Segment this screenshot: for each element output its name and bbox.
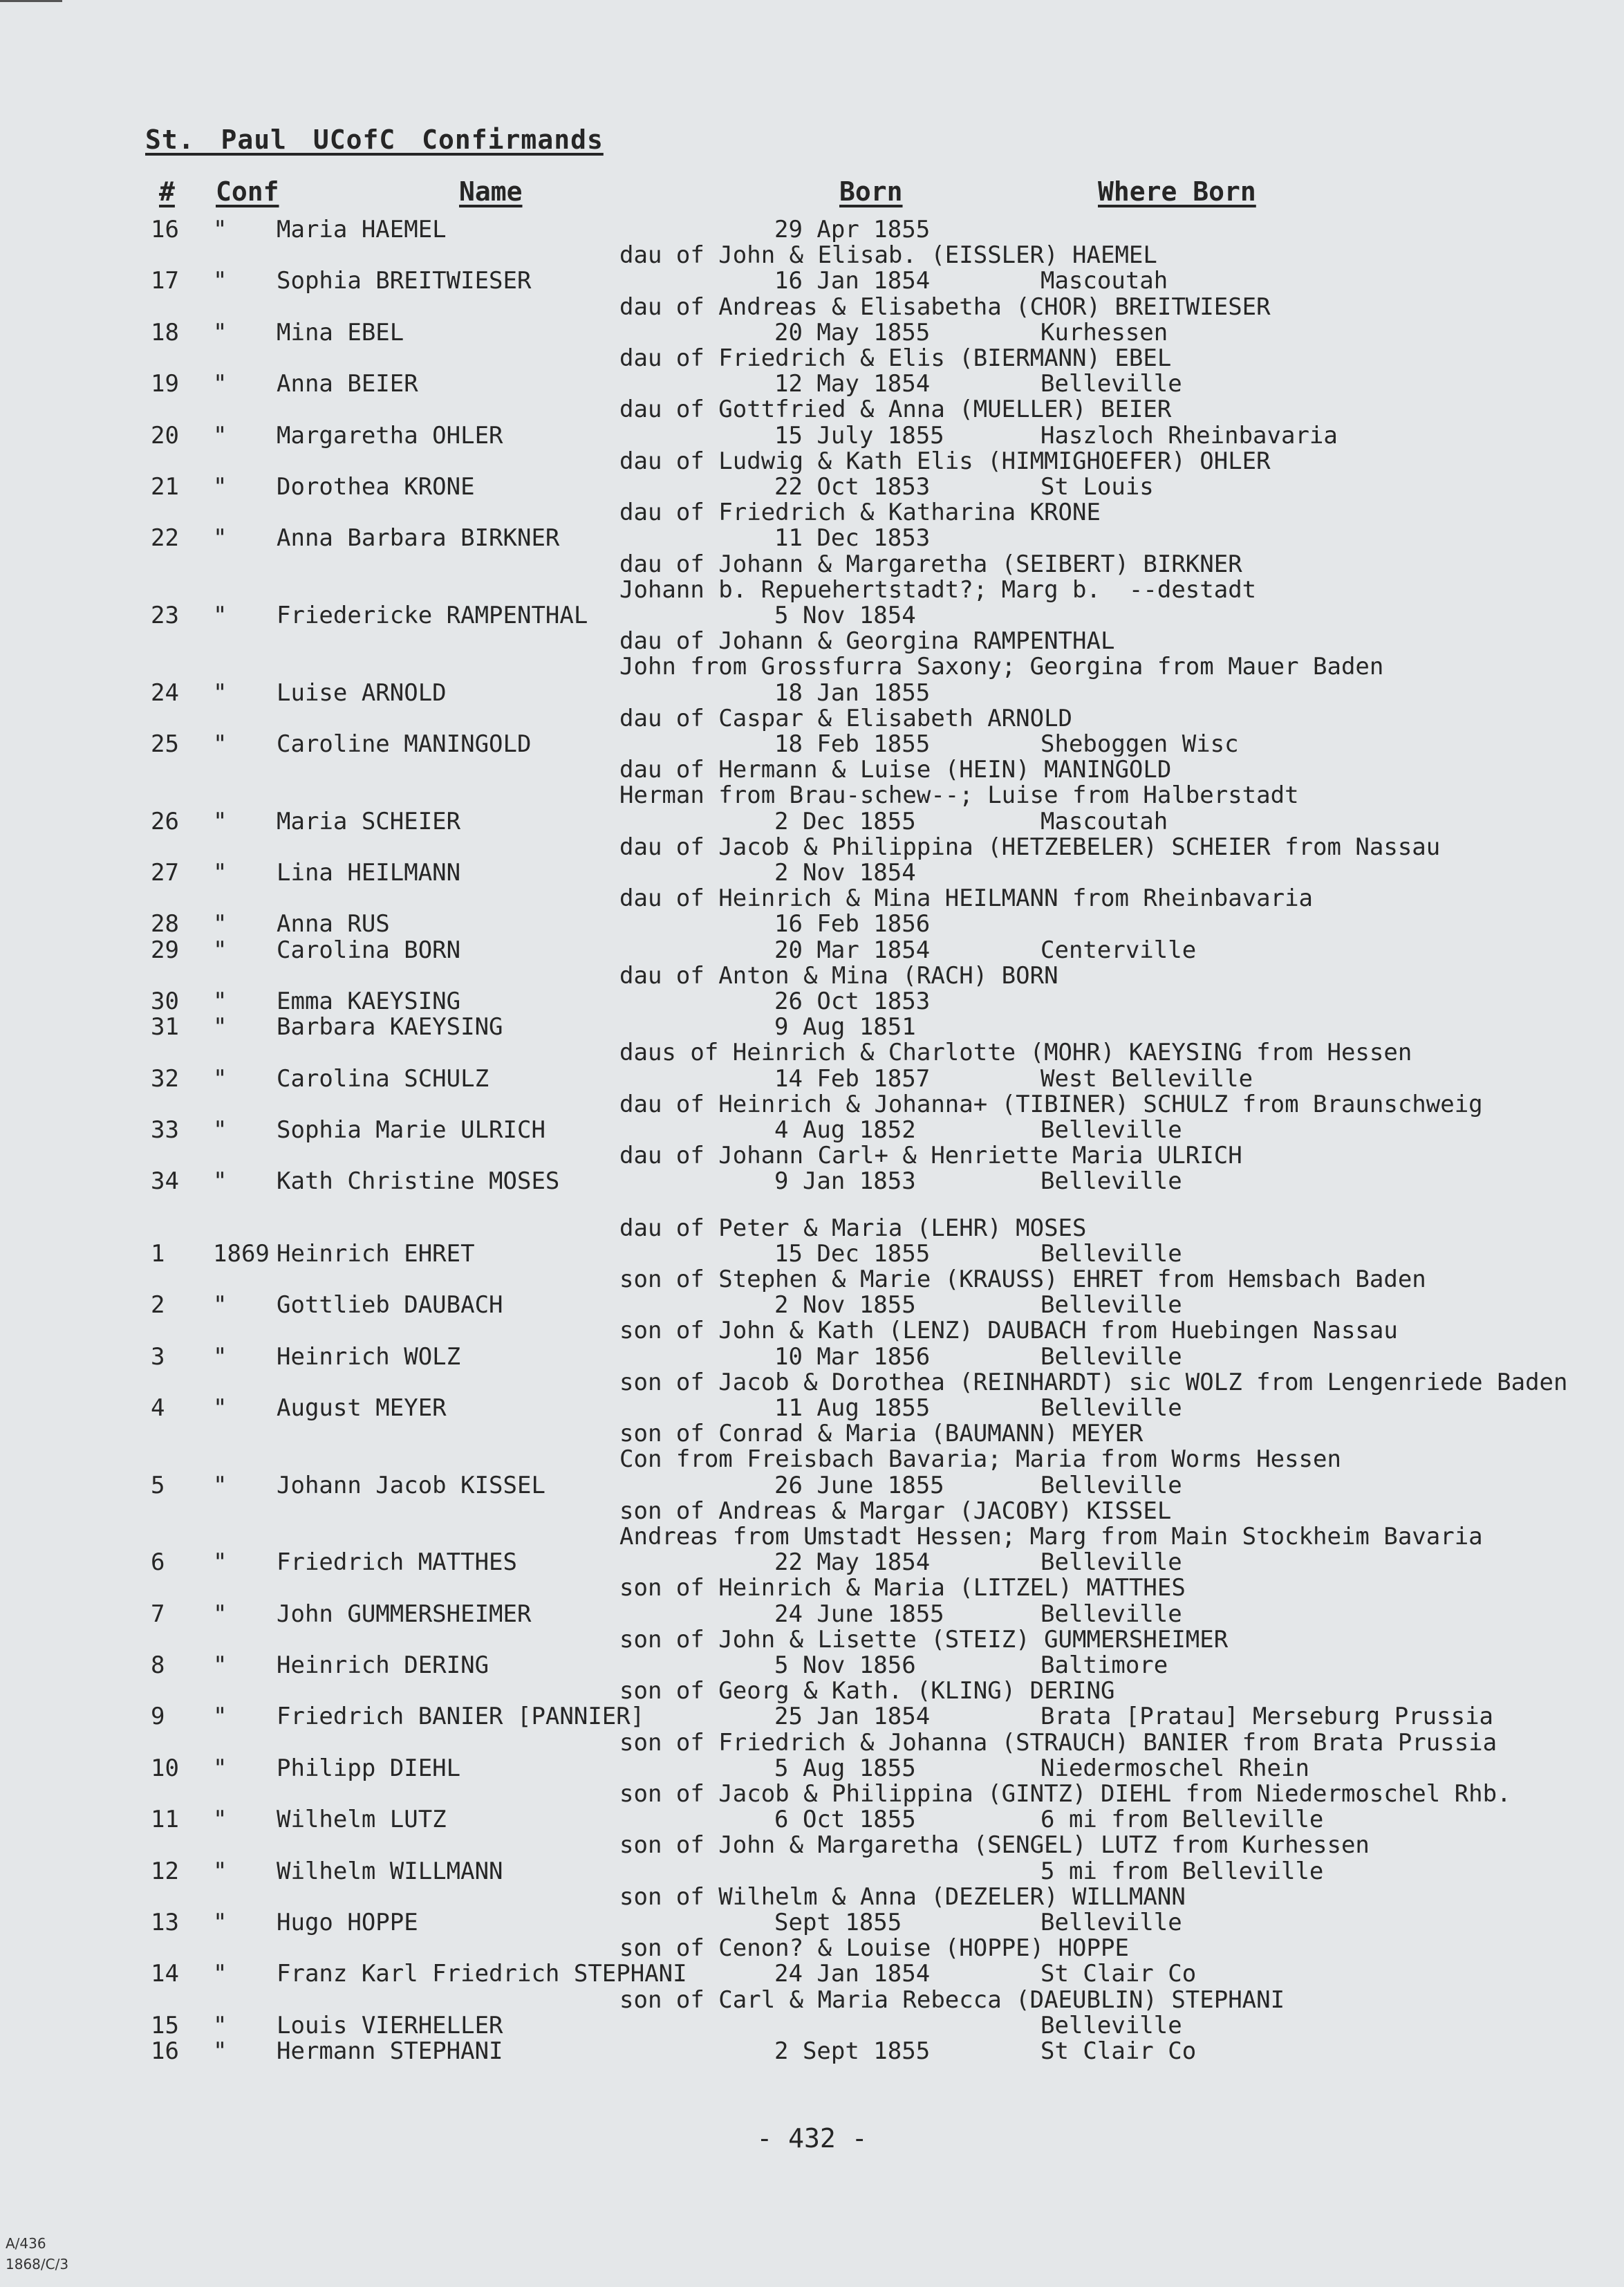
confirmand-row xyxy=(0,1651,1624,1679)
parent-detail-line xyxy=(310,756,1624,784)
parent-detail-line xyxy=(310,1317,1624,1344)
header-number: # xyxy=(159,176,175,207)
record-where-born: Belleville xyxy=(1040,1600,1182,1628)
parent-detail-line xyxy=(310,1369,1624,1396)
record-conf: " xyxy=(213,2012,227,2039)
detail-text: dau of Peter & Maria (LEHR) MOSES xyxy=(619,1214,1087,1242)
record-conf: " xyxy=(213,1651,227,1679)
record-born: 26 June 1855 xyxy=(774,1472,944,1499)
detail-text: son of Andreas & Margar (JACOBY) KISSEL xyxy=(619,1497,1172,1525)
record-born: 20 May 1855 xyxy=(774,319,931,346)
record-conf: " xyxy=(213,988,227,1015)
record-name: August MEYER xyxy=(277,1394,447,1422)
record-number: 10 xyxy=(151,1754,179,1782)
record-conf: " xyxy=(213,1754,227,1782)
detail-text: dau of Hermann & Luise (HEIN) MANINGOLD xyxy=(619,756,1172,784)
record-born: 16 Jan 1854 xyxy=(774,267,931,295)
record-name: Mina EBEL xyxy=(277,319,404,346)
record-conf: " xyxy=(213,602,227,629)
confirmand-row xyxy=(0,2012,1624,2039)
record-number: 17 xyxy=(151,267,179,295)
record-name: Barbara KAEYSING xyxy=(277,1013,503,1041)
record-name: Anna BEIER xyxy=(277,370,418,398)
record-where-born: St Clair Co xyxy=(1040,1960,1197,1988)
parent-detail-line xyxy=(310,885,1624,912)
record-born: 16 Feb 1856 xyxy=(774,910,931,938)
record-name: Wilhelm LUTZ xyxy=(277,1806,447,1833)
detail-text: son of Jacob & Philippina (GINTZ) DIEHL from Niedermoschel Rhb. xyxy=(619,1780,1511,1808)
parent-detail-line xyxy=(310,833,1624,861)
record-name: Anna RUS xyxy=(277,910,390,938)
record-number: 29 xyxy=(151,936,179,964)
parent-detail-line xyxy=(310,627,1624,655)
record-conf: " xyxy=(213,370,227,398)
confirmand-row xyxy=(0,1343,1624,1371)
detail-text: son of Carl & Maria Rebecca (DAEUBLIN) STEPHANI xyxy=(619,1986,1285,2014)
record-born: 25 Jan 1854 xyxy=(774,1703,931,1730)
record-name: Lina HEILMANN xyxy=(277,859,461,887)
confirmand-row xyxy=(0,2037,1624,2065)
parent-detail-line xyxy=(310,1142,1624,1169)
detail-text: Johann b. Repuehertstadt?; Marg b. --destadt xyxy=(619,576,1257,604)
record-where-born: West Belleville xyxy=(1040,1065,1253,1093)
record-name: Maria HAEMEL xyxy=(277,216,447,243)
record-number: 16 xyxy=(151,2037,179,2065)
record-conf: " xyxy=(213,1343,227,1371)
record-number: 15 xyxy=(151,2012,179,2039)
record-number: 2 xyxy=(151,1291,165,1319)
confirmand-row xyxy=(0,1858,1624,1885)
record-conf: 1869 xyxy=(213,1240,270,1268)
detail-text: son of John & Kath (LENZ) DAUBACH from Huebingen Nassau xyxy=(619,1317,1398,1344)
archive-ref-line-1: A/436 xyxy=(6,2235,46,2252)
record-name: Kath Christine MOSES xyxy=(277,1167,560,1195)
parent-detail-line xyxy=(310,344,1624,372)
header-where-born: Where Born xyxy=(1098,176,1256,207)
record-conf: " xyxy=(213,216,227,243)
confirmand-row xyxy=(0,1754,1624,1782)
record-name: Gottlieb DAUBACH xyxy=(277,1291,503,1319)
confirmand-row xyxy=(0,1240,1624,1268)
record-number: 6 xyxy=(151,1548,165,1576)
parent-detail-line xyxy=(310,1986,1624,2014)
header-conf: Conf xyxy=(216,176,279,207)
record-where-born: Belleville xyxy=(1040,1548,1182,1576)
detail-text: son of Jacob & Dorothea (REINHARDT) sic WOLZ from Lengenriede Baden xyxy=(619,1369,1568,1396)
parent-detail-line xyxy=(310,396,1624,423)
record-number: 8 xyxy=(151,1651,165,1679)
parent-detail-line xyxy=(310,1729,1624,1757)
record-name: Emma KAEYSING xyxy=(277,988,461,1015)
record-born: 22 Oct 1853 xyxy=(774,473,931,501)
detail-text: dau of Caspar & Elisabeth ARNOLD xyxy=(619,705,1073,732)
confirmand-row xyxy=(0,370,1624,398)
record-number: 11 xyxy=(151,1806,179,1833)
record-name: Louis VIERHELLER xyxy=(277,2012,503,2039)
record-number: 33 xyxy=(151,1116,179,1144)
confirmand-row xyxy=(0,679,1624,707)
page-title: St. Paul UCofC Confirmands xyxy=(145,124,604,155)
record-number: 31 xyxy=(151,1013,179,1041)
record-born: 5 Nov 1854 xyxy=(774,602,916,629)
record-number: 34 xyxy=(151,1167,179,1195)
record-born: 9 Aug 1851 xyxy=(774,1013,916,1041)
record-name: Hugo HOPPE xyxy=(277,1909,418,1936)
record-where-born: Belleville xyxy=(1040,1116,1182,1144)
record-where-born: Baltimore xyxy=(1040,1651,1168,1679)
record-name: Caroline MANINGOLD xyxy=(277,730,532,758)
record-where-born: St Clair Co xyxy=(1040,2037,1197,2065)
record-born: 9 Jan 1853 xyxy=(774,1167,916,1195)
detail-text: son of Georg & Kath. (KLING) DERING xyxy=(619,1677,1115,1705)
confirmand-row xyxy=(0,1291,1624,1319)
record-number: 14 xyxy=(151,1960,179,1988)
record-conf: " xyxy=(213,730,227,758)
parent-detail-line xyxy=(310,1574,1624,1602)
record-number: 30 xyxy=(151,988,179,1015)
detail-text: dau of Andreas & Elisabetha (CHOR) BREITWIESER xyxy=(619,293,1271,321)
record-number: 22 xyxy=(151,524,179,552)
record-name: Friedrich MATTHES xyxy=(277,1548,517,1576)
detail-text: son of Friedrich & Johanna (STRAUCH) BANIER from Brata Prussia xyxy=(619,1729,1497,1757)
record-where-born: Belleville xyxy=(1040,1240,1182,1268)
record-name: Philipp DIEHL xyxy=(277,1754,461,1782)
detail-text: dau of Anton & Mina (RACH) BORN xyxy=(619,962,1058,990)
record-conf: " xyxy=(213,422,227,450)
record-conf: " xyxy=(213,1858,227,1885)
parent-detail-line xyxy=(310,499,1624,526)
record-number: 1 xyxy=(151,1240,165,1268)
record-conf: " xyxy=(213,1703,227,1730)
record-conf: " xyxy=(213,1013,227,1041)
record-where-born: Belleville xyxy=(1040,1343,1182,1371)
record-number: 7 xyxy=(151,1600,165,1628)
record-born: 22 May 1854 xyxy=(774,1548,931,1576)
confirmand-row xyxy=(0,1960,1624,1988)
confirmand-row xyxy=(0,1116,1624,1144)
detail-text: dau of John & Elisab. (EISSLER) HAEMEL xyxy=(619,241,1157,269)
record-conf: " xyxy=(213,1394,227,1422)
record-number: 13 xyxy=(151,1909,179,1936)
record-born: 11 Dec 1853 xyxy=(774,524,931,552)
parent-detail-line xyxy=(310,1831,1624,1859)
confirmand-row xyxy=(0,1394,1624,1422)
parent-detail-line xyxy=(310,1883,1624,1911)
confirmand-row xyxy=(0,1806,1624,1833)
record-name: Dorothea KRONE xyxy=(277,473,475,501)
record-number: 28 xyxy=(151,910,179,938)
detail-text: son of John & Lisette (STEIZ) GUMMERSHEIMER xyxy=(619,1626,1229,1654)
record-born: 5 Aug 1855 xyxy=(774,1754,916,1782)
header-born: Born xyxy=(839,176,903,207)
detail-text: dau of Friedrich & Elis (BIERMANN) EBEL xyxy=(619,344,1172,372)
confirmand-row xyxy=(0,473,1624,501)
record-where-born: Belleville xyxy=(1040,1291,1182,1319)
record-number: 12 xyxy=(151,1858,179,1885)
record-born: 29 Apr 1855 xyxy=(774,216,931,243)
record-number: 16 xyxy=(151,216,179,243)
record-born: 18 Jan 1855 xyxy=(774,679,931,707)
detail-text: dau of Johann & Georgina RAMPENTHAL xyxy=(619,627,1115,655)
record-born: 11 Aug 1855 xyxy=(774,1394,931,1422)
confirmand-row xyxy=(0,1703,1624,1730)
scan-edge-line xyxy=(0,0,62,2)
detail-text: dau of Jacob & Philippina (HETZEBELER) SCHEIER from Nassau xyxy=(619,833,1441,861)
record-name: Wilhelm WILLMANN xyxy=(277,1858,503,1885)
parent-detail-line xyxy=(310,1039,1624,1066)
detail-text: Andreas from Umstadt Hessen; Marg from Main Stockheim Bavaria xyxy=(619,1523,1483,1550)
record-conf: " xyxy=(213,1909,227,1936)
detail-text: son of Conrad & Maria (BAUMANN) MEYER xyxy=(619,1420,1144,1447)
record-born: 2 Nov 1855 xyxy=(774,1291,916,1319)
record-name: Luise ARNOLD xyxy=(277,679,447,707)
record-conf: " xyxy=(213,267,227,295)
record-number: 25 xyxy=(151,730,179,758)
record-where-born: Centerville xyxy=(1040,936,1197,964)
confirmand-row xyxy=(0,730,1624,758)
record-number: 4 xyxy=(151,1394,165,1422)
parent-detail-line xyxy=(310,1214,1624,1242)
record-born: 15 July 1855 xyxy=(774,422,944,450)
parent-detail-line xyxy=(310,576,1624,604)
record-born: 6 Oct 1855 xyxy=(774,1806,916,1833)
parent-detail-line xyxy=(310,1677,1624,1705)
record-conf: " xyxy=(213,1806,227,1833)
detail-text: son of Wilhelm & Anna (DEZELER) WILLMANN xyxy=(619,1883,1186,1911)
record-where-born: St Louis xyxy=(1040,473,1154,501)
record-name: Franz Karl Friedrich STEPHANI xyxy=(277,1960,687,1988)
detail-text: dau of Johann Carl+ & Henriette Maria ULRICH xyxy=(619,1142,1242,1169)
record-number: 19 xyxy=(151,370,179,398)
record-born: 20 Mar 1854 xyxy=(774,936,931,964)
parent-detail-line xyxy=(310,1497,1624,1525)
parent-detail-line xyxy=(310,1091,1624,1118)
confirmand-row xyxy=(0,267,1624,295)
record-conf: " xyxy=(213,1116,227,1144)
record-conf: " xyxy=(213,1600,227,1628)
record-conf: " xyxy=(213,319,227,346)
record-conf: " xyxy=(213,808,227,835)
detail-text: Con from Freisbach Bavaria; Maria from Worms Hessen xyxy=(619,1445,1341,1473)
record-conf: " xyxy=(213,679,227,707)
parent-detail-line xyxy=(310,1626,1624,1654)
confirmand-row xyxy=(0,1548,1624,1576)
detail-text: son of John & Margaretha (SENGEL) LUTZ from Kurhessen xyxy=(619,1831,1370,1859)
record-conf: " xyxy=(213,473,227,501)
record-conf: " xyxy=(213,2037,227,2065)
record-conf: " xyxy=(213,936,227,964)
record-where-born: Kurhessen xyxy=(1040,319,1168,346)
record-born: Sept 1855 xyxy=(774,1909,902,1936)
detail-text: son of Cenon? & Louise (HOPPE) HOPPE xyxy=(619,1934,1129,1962)
record-name: Friedericke RAMPENTHAL xyxy=(277,602,588,629)
confirmand-row xyxy=(0,602,1624,629)
confirmand-row xyxy=(0,1065,1624,1093)
record-number: 24 xyxy=(151,679,179,707)
record-where-born: 6 mi from Belleville xyxy=(1040,1806,1324,1833)
record-number: 32 xyxy=(151,1065,179,1093)
record-born: 4 Aug 1852 xyxy=(774,1116,916,1144)
record-conf: " xyxy=(213,1548,227,1576)
record-name: Sophia Marie ULRICH xyxy=(277,1116,545,1144)
record-number: 5 xyxy=(151,1472,165,1499)
record-name: Anna Barbara BIRKNER xyxy=(277,524,560,552)
parent-detail-line xyxy=(310,1445,1624,1473)
record-name: Sophia BREITWIESER xyxy=(277,267,532,295)
record-name: Heinrich WOLZ xyxy=(277,1343,461,1371)
record-where-born: Belleville xyxy=(1040,2012,1182,2039)
parent-detail-line xyxy=(310,1266,1624,1293)
confirmand-row xyxy=(0,422,1624,450)
detail-text: dau of Johann & Margaretha (SEIBERT) BIRKNER xyxy=(619,550,1242,578)
record-born: 26 Oct 1853 xyxy=(774,988,931,1015)
record-born: 24 June 1855 xyxy=(774,1600,944,1628)
record-born: 2 Sept 1855 xyxy=(774,2037,931,2065)
record-conf: " xyxy=(213,859,227,887)
record-name: Friedrich BANIER [PANNIER] xyxy=(277,1703,645,1730)
parent-detail-line xyxy=(310,653,1624,680)
record-name: Hermann STEPHANI xyxy=(277,2037,503,2065)
confirmand-row xyxy=(0,808,1624,835)
record-name: Heinrich EHRET xyxy=(277,1240,475,1268)
confirmand-row xyxy=(0,1472,1624,1499)
record-born: 2 Nov 1854 xyxy=(774,859,916,887)
parent-detail-line xyxy=(310,1934,1624,1962)
record-name: Margaretha OHLER xyxy=(277,422,503,450)
record-conf: " xyxy=(213,524,227,552)
detail-text: John from Grossfurra Saxony; Georgina from Mauer Baden xyxy=(619,653,1384,680)
detail-text: dau of Friedrich & Katharina KRONE xyxy=(619,499,1101,526)
record-conf: " xyxy=(213,1960,227,1988)
confirmand-row xyxy=(0,910,1624,938)
record-born: 18 Feb 1855 xyxy=(774,730,931,758)
confirmand-row xyxy=(0,319,1624,346)
record-conf: " xyxy=(213,1472,227,1499)
record-where-born: Belleville xyxy=(1040,1167,1182,1195)
record-born: 24 Jan 1854 xyxy=(774,1960,931,1988)
confirmand-row xyxy=(0,1600,1624,1628)
record-where-born: Mascoutah xyxy=(1040,267,1168,295)
detail-text: dau of Gottfried & Anna (MUELLER) BEIER xyxy=(619,396,1172,423)
record-number: 21 xyxy=(151,473,179,501)
record-number: 3 xyxy=(151,1343,165,1371)
record-where-born: 5 mi from Belleville xyxy=(1040,1858,1324,1885)
parent-detail-line xyxy=(310,550,1624,578)
parent-detail-line xyxy=(310,447,1624,475)
record-where-born: Belleville xyxy=(1040,1394,1182,1422)
record-born: 5 Nov 1856 xyxy=(774,1651,916,1679)
parent-detail-line xyxy=(310,1780,1624,1808)
parent-detail-line xyxy=(310,1420,1624,1447)
record-where-born: Belleville xyxy=(1040,1909,1182,1936)
record-number: 20 xyxy=(151,422,179,450)
archive-ref-line-2: 1868/C/3 xyxy=(6,2256,69,2272)
detail-text: dau of Ludwig & Kath Elis (HIMMIGHOEFER) OHLER xyxy=(619,447,1271,475)
record-conf: " xyxy=(213,1167,227,1195)
record-born: 10 Mar 1856 xyxy=(774,1343,931,1371)
record-born: 14 Feb 1857 xyxy=(774,1065,931,1093)
record-conf: " xyxy=(213,1065,227,1093)
record-name: Johann Jacob KISSEL xyxy=(277,1472,545,1499)
record-number: 9 xyxy=(151,1703,165,1730)
record-conf: " xyxy=(213,910,227,938)
confirmand-row xyxy=(0,988,1624,1015)
parent-detail-line xyxy=(310,1523,1624,1550)
page-number: - 432 - xyxy=(756,2123,868,2154)
confirmand-row xyxy=(0,1167,1624,1195)
detail-text: Herman from Brau-schew--; Luise from Halberstadt xyxy=(619,781,1299,809)
detail-text: dau of Heinrich & Johanna+ (TIBINER) SCHULZ from Braunschweig xyxy=(619,1091,1483,1118)
record-name: John GUMMERSHEIMER xyxy=(277,1600,532,1628)
confirmand-row xyxy=(0,1909,1624,1936)
parent-detail-line xyxy=(310,781,1624,809)
record-where-born: Sheboggen Wisc xyxy=(1040,730,1239,758)
confirmand-row xyxy=(0,1013,1624,1041)
record-where-born: Belleville xyxy=(1040,1472,1182,1499)
record-born: 2 Dec 1855 xyxy=(774,808,916,835)
record-where-born: Mascoutah xyxy=(1040,808,1168,835)
record-where-born: Haszloch Rheinbavaria xyxy=(1040,422,1338,450)
confirmand-row xyxy=(0,859,1624,887)
record-born: 15 Dec 1855 xyxy=(774,1240,931,1268)
record-where-born: Brata [Pratau] Merseburg Prussia xyxy=(1040,1703,1494,1730)
confirmand-row xyxy=(0,216,1624,243)
record-number: 26 xyxy=(151,808,179,835)
record-number: 27 xyxy=(151,859,179,887)
confirmand-row xyxy=(0,524,1624,552)
header-name: Name xyxy=(459,176,523,207)
record-conf: " xyxy=(213,1291,227,1319)
record-name: Heinrich DERING xyxy=(277,1651,489,1679)
record-name: Maria SCHEIER xyxy=(277,808,461,835)
record-number: 23 xyxy=(151,602,179,629)
parent-detail-line xyxy=(310,962,1624,990)
confirmand-row xyxy=(0,936,1624,964)
record-where-born: Belleville xyxy=(1040,370,1182,398)
record-name: Carolina BORN xyxy=(277,936,461,964)
parent-detail-line xyxy=(310,293,1624,321)
record-born: 12 May 1854 xyxy=(774,370,931,398)
parent-detail-line xyxy=(310,241,1624,269)
detail-text: dau of Heinrich & Mina HEILMANN from Rheinbavaria xyxy=(619,885,1314,912)
detail-text: son of Heinrich & Maria (LITZEL) MATTHES xyxy=(619,1574,1186,1602)
detail-text: daus of Heinrich & Charlotte (MOHR) KAEYSING from Hessen xyxy=(619,1039,1412,1066)
detail-text: son of Stephen & Marie (KRAUSS) EHRET from Hemsbach Baden xyxy=(619,1266,1426,1293)
record-name: Carolina SCHULZ xyxy=(277,1065,489,1093)
record-where-born: Niedermoschel Rhein xyxy=(1040,1754,1309,1782)
record-number: 18 xyxy=(151,319,179,346)
parent-detail-line xyxy=(310,705,1624,732)
